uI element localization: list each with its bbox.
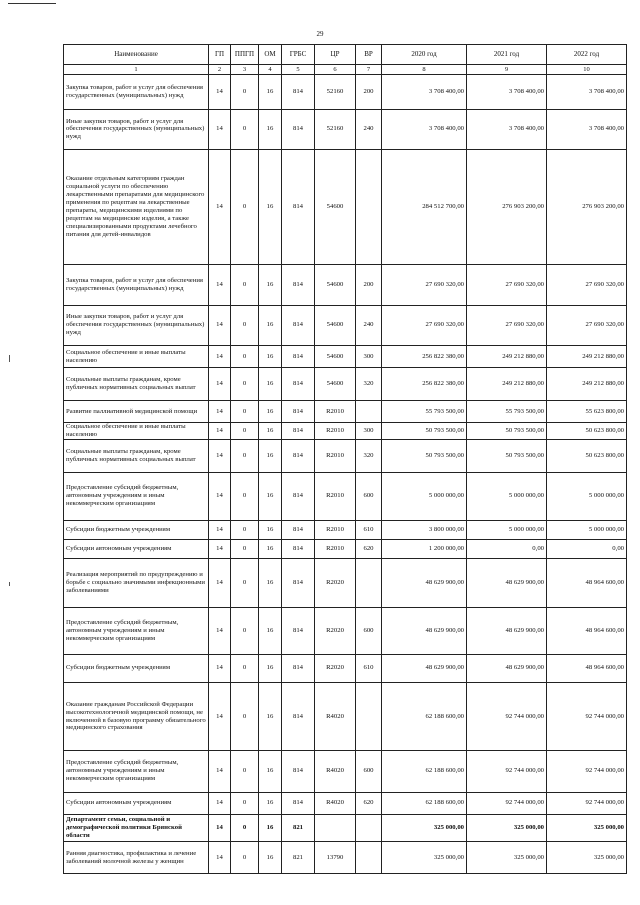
cell-grbs: 814: [282, 607, 315, 654]
cell-2022: 325 000,00: [547, 842, 627, 874]
cell-cr: R4020: [315, 792, 356, 814]
cell-2022: 249 212 880,00: [547, 368, 627, 400]
cell-cr: 54600: [315, 368, 356, 400]
cell-name: Социальное обеспечение и иные выплаты населению: [64, 423, 209, 440]
cell-cr: R2010: [315, 400, 356, 422]
header-cr: ЦР: [315, 45, 356, 65]
cell-name: Субсидии автономным учреждениям: [64, 792, 209, 814]
cell-name: Субсидии автономным учреждениям: [64, 539, 209, 558]
cell-om: 16: [259, 607, 282, 654]
header-grbs: ГРБС: [282, 45, 315, 65]
top-rule: [8, 3, 56, 4]
cell-gp: 14: [209, 75, 231, 110]
cell-grbs: 814: [282, 305, 315, 346]
cell-vr: 200: [356, 264, 382, 305]
table-row: [64, 751, 627, 793]
cell-ppgp: 0: [231, 368, 259, 400]
cell-gp: 14: [209, 150, 231, 265]
cell-om: 16: [259, 346, 282, 368]
cell-grbs: 814: [282, 75, 315, 110]
cell-cr: 54600: [315, 150, 356, 265]
cell-2022: 92 744 000,00: [547, 683, 627, 751]
cell-om: 16: [259, 814, 282, 841]
margin-mark: [9, 355, 10, 362]
cell-om: 16: [259, 539, 282, 558]
cell-cr: 52160: [315, 75, 356, 110]
cell-2020: 3 800 000,00: [382, 520, 467, 539]
cell-om: 16: [259, 559, 282, 608]
cell-om: 16: [259, 520, 282, 539]
cell-2020: 3 708 400,00: [382, 109, 467, 150]
cell-vr: 200: [356, 75, 382, 110]
cell-grbs: 814: [282, 683, 315, 751]
cell-2022: 3 708 400,00: [547, 75, 627, 110]
cell-cr: R4020: [315, 751, 356, 793]
cell-ppgp: 0: [231, 109, 259, 150]
cell-ppgp: 0: [231, 814, 259, 841]
cell-vr: 620: [356, 539, 382, 558]
cell-2020: 256 822 380,00: [382, 346, 467, 368]
cell-gp: 14: [209, 751, 231, 793]
cell-2021: 249 212 880,00: [467, 368, 547, 400]
cell-grbs: 814: [282, 440, 315, 472]
table-body: [64, 65, 627, 874]
cell-2022: 50 623 800,00: [547, 440, 627, 472]
cell-2022: 48 964 600,00: [547, 559, 627, 608]
cell-ppgp: 0: [231, 539, 259, 558]
cell-cr: 52160: [315, 109, 356, 150]
table-row: [64, 368, 627, 400]
cell-2020: 3 708 400,00: [382, 75, 467, 110]
cell-ppgp: 0: [231, 654, 259, 682]
cell-om: 16: [259, 751, 282, 793]
cell-2021: 50 793 500,00: [467, 423, 547, 440]
cell-2022: 5 000 000,00: [547, 520, 627, 539]
cell-ppgp: 0: [231, 683, 259, 751]
cell-2021: 3 708 400,00: [467, 75, 547, 110]
cell-name: Закупка товаров, работ и услуг для обеспечения государственных (муниципальных) нужд: [64, 75, 209, 110]
cell-vr: 600: [356, 472, 382, 520]
cell-vr: [356, 400, 382, 422]
cell-cr: R2010: [315, 539, 356, 558]
cell-om: 16: [259, 423, 282, 440]
table-row: [64, 654, 627, 682]
cell-name: Реализация мероприятий по предупреждению и борьбе с социально значимыми инфекционными заболеваниями: [64, 559, 209, 608]
cell-gp: 14: [209, 440, 231, 472]
cell-vr: [356, 150, 382, 265]
table-row: [64, 440, 627, 472]
cell-name: Социальные выплаты гражданам, кроме публичных нормативных социальных выплат: [64, 440, 209, 472]
table-row: [64, 842, 627, 874]
cell-name: Предоставление субсидий бюджетным, автономным учреждениям и иным некоммерческим организациям: [64, 607, 209, 654]
cell-2020: 48 629 900,00: [382, 607, 467, 654]
cell-2021: 48 629 900,00: [467, 559, 547, 608]
cell-2021: 5 000 000,00: [467, 520, 547, 539]
cell-gp: 14: [209, 472, 231, 520]
cell-name: Социальные выплаты гражданам, кроме публичных нормативных социальных выплат: [64, 368, 209, 400]
cell-ppgp: 0: [231, 842, 259, 874]
cell-ppgp: 0: [231, 751, 259, 793]
cell-om: 16: [259, 150, 282, 265]
cell-2020: 325 000,00: [382, 842, 467, 874]
table-row: [64, 683, 627, 751]
cell-2022: 249 212 880,00: [547, 346, 627, 368]
cell-gp: 14: [209, 423, 231, 440]
cell-2021: 48 629 900,00: [467, 654, 547, 682]
cell-name: Закупка товаров, работ и услуг для обеспечения государственных (муниципальных) нужд: [64, 264, 209, 305]
cell-cr: 54600: [315, 346, 356, 368]
cell-2022: 0,00: [547, 539, 627, 558]
cell-name: Департамент семьи, социальной и демографической политики Брянской области: [64, 814, 209, 841]
cell-grbs: 814: [282, 792, 315, 814]
cell-gp: 14: [209, 607, 231, 654]
cell-2022: 48 964 600,00: [547, 654, 627, 682]
cell-om: 16: [259, 305, 282, 346]
cell-cr: 54600: [315, 305, 356, 346]
cell-2020: 50 793 500,00: [382, 423, 467, 440]
cell-2022: 48 964 600,00: [547, 607, 627, 654]
cell-2022: 55 623 800,00: [547, 400, 627, 422]
cell-ppgp: 0: [231, 264, 259, 305]
cell-om: 16: [259, 440, 282, 472]
cell-ppgp: 0: [231, 520, 259, 539]
cell-ppgp: 0: [231, 440, 259, 472]
cell-om: 16: [259, 109, 282, 150]
cell-gp: 14: [209, 559, 231, 608]
cell-gp: 14: [209, 109, 231, 150]
cell-2020: 27 690 320,00: [382, 264, 467, 305]
table-row: [64, 109, 627, 150]
column-number: 2: [209, 65, 231, 75]
header-gp: ГП: [209, 45, 231, 65]
cell-gp: 14: [209, 368, 231, 400]
cell-2021: 27 690 320,00: [467, 264, 547, 305]
cell-2022: 27 690 320,00: [547, 264, 627, 305]
cell-om: 16: [259, 842, 282, 874]
cell-cr: R2010: [315, 520, 356, 539]
cell-grbs: 814: [282, 264, 315, 305]
column-number: 10: [547, 65, 627, 75]
cell-cr: 54600: [315, 264, 356, 305]
cell-om: 16: [259, 264, 282, 305]
cell-2022: 325 000,00: [547, 814, 627, 841]
cell-vr: [356, 683, 382, 751]
cell-om: 16: [259, 472, 282, 520]
cell-cr: R2020: [315, 559, 356, 608]
table-row: [64, 75, 627, 110]
cell-vr: 240: [356, 305, 382, 346]
table-row: [64, 814, 627, 841]
cell-cr: R2010: [315, 423, 356, 440]
cell-2022: 276 903 200,00: [547, 150, 627, 265]
cell-grbs: 814: [282, 654, 315, 682]
cell-cr: R2020: [315, 654, 356, 682]
table-row: [64, 559, 627, 608]
cell-cr: R4020: [315, 683, 356, 751]
cell-grbs: 814: [282, 150, 315, 265]
cell-2021: 276 903 200,00: [467, 150, 547, 265]
table-row: [64, 305, 627, 346]
cell-cr: 13790: [315, 842, 356, 874]
cell-grbs: 814: [282, 520, 315, 539]
cell-cr: R2010: [315, 440, 356, 472]
cell-vr: 610: [356, 520, 382, 539]
margin-mark: [9, 582, 10, 586]
table-row: [64, 400, 627, 422]
column-number: 6: [315, 65, 356, 75]
cell-ppgp: 0: [231, 400, 259, 422]
cell-om: 16: [259, 683, 282, 751]
cell-vr: [356, 559, 382, 608]
cell-grbs: 814: [282, 751, 315, 793]
cell-gp: 14: [209, 842, 231, 874]
cell-name: Оказание гражданам Российской Федерации высокотехнологичной медицинской помощи, не включенной в базовую программу обязательного медицинского страхования: [64, 683, 209, 751]
cell-2022: 50 623 800,00: [547, 423, 627, 440]
cell-2020: 62 188 600,00: [382, 792, 467, 814]
cell-2021: 325 000,00: [467, 814, 547, 841]
cell-2021: 50 793 500,00: [467, 440, 547, 472]
table-row: [64, 539, 627, 558]
cell-vr: 300: [356, 423, 382, 440]
cell-2020: 27 690 320,00: [382, 305, 467, 346]
cell-ppgp: 0: [231, 423, 259, 440]
cell-2020: 55 793 500,00: [382, 400, 467, 422]
table-row: [64, 150, 627, 265]
cell-vr: [356, 842, 382, 874]
cell-vr: [356, 814, 382, 841]
page-number: 29: [316, 30, 324, 38]
table-row: [64, 472, 627, 520]
cell-vr: 300: [356, 346, 382, 368]
cell-2020: 1 200 000,00: [382, 539, 467, 558]
cell-2020: 325 000,00: [382, 814, 467, 841]
cell-2020: 5 000 000,00: [382, 472, 467, 520]
cell-2021: 55 793 500,00: [467, 400, 547, 422]
column-number: 5: [282, 65, 315, 75]
budget-table: [63, 44, 627, 874]
cell-om: 16: [259, 368, 282, 400]
cell-2021: 48 629 900,00: [467, 607, 547, 654]
cell-gp: 14: [209, 654, 231, 682]
cell-grbs: 814: [282, 400, 315, 422]
cell-grbs: 821: [282, 842, 315, 874]
cell-2021: 92 744 000,00: [467, 683, 547, 751]
cell-om: 16: [259, 75, 282, 110]
cell-name: Социальное обеспечение и иные выплаты населению: [64, 346, 209, 368]
cell-grbs: 814: [282, 346, 315, 368]
cell-name: Иные закупки товаров, работ и услуг для обеспечения государственных (муниципальных) нужд: [64, 109, 209, 150]
cell-om: 16: [259, 654, 282, 682]
cell-2021: 92 744 000,00: [467, 751, 547, 793]
column-number: 7: [356, 65, 382, 75]
cell-2021: 325 000,00: [467, 842, 547, 874]
table-row: [64, 520, 627, 539]
cell-cr: R2010: [315, 472, 356, 520]
cell-gp: 14: [209, 305, 231, 346]
cell-name: Оказание отдельным категориям граждан социальной услуги по обеспечению лекарственными препаратами для медицинского применения по рецептам на лекарственные препараты, медицинскими изделиями по рецептам на медицинские изделия, а также специализированными продуктами лечебного питания для детей-инвалидов: [64, 150, 209, 265]
cell-gp: 14: [209, 792, 231, 814]
header-row: [64, 45, 627, 65]
cell-vr: 320: [356, 440, 382, 472]
cell-2020: 48 629 900,00: [382, 559, 467, 608]
cell-gp: 14: [209, 346, 231, 368]
cell-2022: 27 690 320,00: [547, 305, 627, 346]
table-row: [64, 346, 627, 368]
cell-ppgp: 0: [231, 150, 259, 265]
header-name: Наименование: [64, 45, 209, 65]
cell-2021: 3 708 400,00: [467, 109, 547, 150]
cell-ppgp: 0: [231, 607, 259, 654]
header-2022: 2022 год: [547, 45, 627, 65]
cell-gp: 14: [209, 814, 231, 841]
header-vr: ВР: [356, 45, 382, 65]
cell-2022: 3 708 400,00: [547, 109, 627, 150]
cell-name: Предоставление субсидий бюджетным, автономным учреждениям и иным некоммерческим организациям: [64, 472, 209, 520]
cell-name: Иные закупки товаров, работ и услуг для обеспечения государственных (муниципальных) нужд: [64, 305, 209, 346]
cell-vr: 320: [356, 368, 382, 400]
cell-2021: 5 000 000,00: [467, 472, 547, 520]
cell-name: Субсидии бюджетным учреждениям: [64, 654, 209, 682]
cell-2022: 5 000 000,00: [547, 472, 627, 520]
header-2021: 2021 год: [467, 45, 547, 65]
header-ppgp: ППГП: [231, 45, 259, 65]
header-om: ОМ: [259, 45, 282, 65]
cell-vr: 620: [356, 792, 382, 814]
cell-vr: 240: [356, 109, 382, 150]
cell-gp: 14: [209, 683, 231, 751]
cell-gp: 14: [209, 264, 231, 305]
cell-ppgp: 0: [231, 559, 259, 608]
column-number: 4: [259, 65, 282, 75]
cell-gp: 14: [209, 520, 231, 539]
cell-2022: 92 744 000,00: [547, 792, 627, 814]
cell-grbs: 821: [282, 814, 315, 841]
cell-ppgp: 0: [231, 792, 259, 814]
cell-vr: 600: [356, 751, 382, 793]
cell-2020: 256 822 380,00: [382, 368, 467, 400]
cell-2020: 48 629 900,00: [382, 654, 467, 682]
table-row: [64, 792, 627, 814]
header-2020: 2020 год: [382, 45, 467, 65]
cell-grbs: 814: [282, 539, 315, 558]
cell-2022: 92 744 000,00: [547, 751, 627, 793]
cell-name: Субсидии бюджетным учреждениям: [64, 520, 209, 539]
cell-2021: 27 690 320,00: [467, 305, 547, 346]
cell-2021: 249 212 880,00: [467, 346, 547, 368]
cell-grbs: 814: [282, 109, 315, 150]
column-number: 3: [231, 65, 259, 75]
cell-gp: 14: [209, 400, 231, 422]
cell-2021: 0,00: [467, 539, 547, 558]
cell-grbs: 814: [282, 423, 315, 440]
cell-name: Развитие паллиативной медицинской помощи: [64, 400, 209, 422]
column-number: 1: [64, 65, 209, 75]
cell-cr: [315, 814, 356, 841]
cell-ppgp: 0: [231, 472, 259, 520]
cell-cr: R2020: [315, 607, 356, 654]
cell-grbs: 814: [282, 368, 315, 400]
table-row: [64, 423, 627, 440]
column-number: 9: [467, 65, 547, 75]
table-row: [64, 607, 627, 654]
cell-ppgp: 0: [231, 305, 259, 346]
cell-2020: 50 793 500,00: [382, 440, 467, 472]
cell-om: 16: [259, 400, 282, 422]
cell-2020: 62 188 600,00: [382, 751, 467, 793]
cell-vr: 600: [356, 607, 382, 654]
cell-ppgp: 0: [231, 346, 259, 368]
cell-om: 16: [259, 792, 282, 814]
cell-gp: 14: [209, 539, 231, 558]
cell-grbs: 814: [282, 472, 315, 520]
cell-vr: 610: [356, 654, 382, 682]
column-number: 8: [382, 65, 467, 75]
cell-2021: 92 744 000,00: [467, 792, 547, 814]
cell-name: Предоставление субсидий бюджетным, автономным учреждениям и иным некоммерческим организациям: [64, 751, 209, 793]
table-row: [64, 264, 627, 305]
cell-name: Ранняя диагностика, профилактика и лечение заболеваний молочной железы у женщин: [64, 842, 209, 874]
cell-ppgp: 0: [231, 75, 259, 110]
cell-grbs: 814: [282, 559, 315, 608]
cell-2020: 62 188 600,00: [382, 683, 467, 751]
column-number-row: [64, 65, 627, 75]
cell-2020: 284 512 700,00: [382, 150, 467, 265]
